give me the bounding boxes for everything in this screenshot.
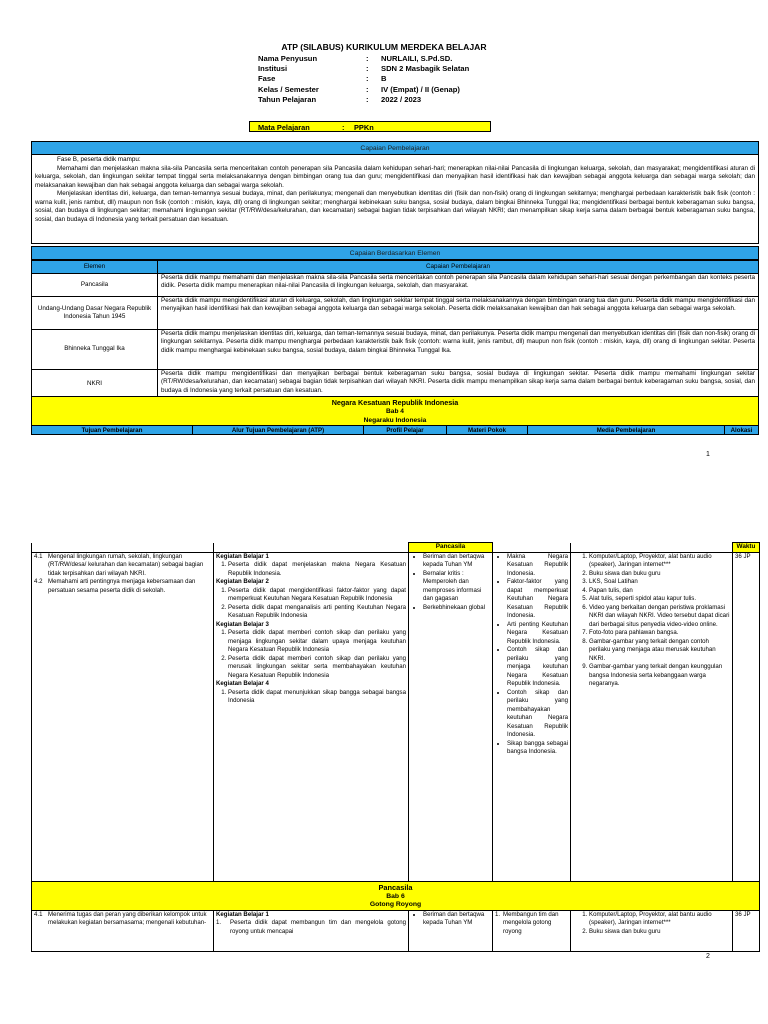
- elemen-desc: Peserta didik mampu memahami dan menjelaskan makna sila-sila Pancasila serta menceritakan contoh penerapan sila Pancasila dalam kehidupan sehari-hari sesuai dengan perkembangan dan konteks peserta didik. Peserta didik mampu menerapkan nilai-nilai Pancasila di lingkungan keluarga, sekolah, dan masyarakat.: [158, 274, 759, 297]
- chapter-number: Bab 6: [386, 892, 405, 900]
- profil-cell: • Beriman dan bertaqwa kepada Tuhan YM • Bernalar kritis : Memperoleh dan memproses informasi dan gagasan • Berkebhinekaan global: [409, 552, 493, 881]
- capaian-section: [31, 141, 759, 244]
- capaian-title: Capaian Pembelajaran: [32, 142, 758, 155]
- column-header-row: [31, 426, 759, 435]
- chapter-header: [31, 396, 759, 426]
- elemen-name: NKRI: [32, 370, 158, 399]
- elemen-name: Undang-Undang Dasar Negara Republik Indonesia Tahun 1945: [32, 297, 158, 330]
- page-number: 1: [706, 451, 710, 458]
- chapter-title: Gotong Royong: [369, 901, 422, 908]
- col-header-profil-cont: Pancasila: [409, 543, 493, 553]
- tujuan-cell: [32, 910, 214, 951]
- atp-cell: Kegiatan Belajar 1 1. Peserta didik dapat membangun tim dan mengelola gotong royong untuk mencapai: [214, 910, 409, 951]
- atp-cell: Kegiatan Belajar 1 1. Peserta didik dapat menjelaskan makna Negara Kesatuan Republik Indonesia. Kegiatan Belajar 2 1. Peserta didik dapat mengidentifikasi faktor-faktor yang dapat memperkuat Keutuhan Negara Kesatuan Republik Indonesia 2. Peserta didik dapat menganalisis arti penting Keutuhan Negara Kesatuan Republik Indonesia Kegiatan Belajar 3 1. Peserta didik dapat memberi contoh sikap dan perilaku yang menjaga lingkungan sekitar dalam upaya menjaga keutuhan Negara Kesatuan Republik Indonesia 2. Peserta didik dapat memberi contoh sikap dan perilaku yang merusak lingkungan sekitar serta membahayakan keutuhan Negara Kesatuan Republik Indonesia Kegiatan Belajar 4 1. Peserta didik dapat menunjukkan sikap bangga sebagai bangsa Indonesia: [214, 552, 409, 881]
- elemen-title: Capaian Berdasarkan Elemen: [31, 246, 759, 260]
- table-row: [32, 330, 759, 370]
- col-header-profil: Profil Pelajar: [364, 426, 447, 434]
- alokasi-cell: 36 JP: [733, 910, 760, 951]
- chapter-title: Negaraku Indonesia: [363, 417, 427, 424]
- col-header-media: Media Pembelajaran: [528, 426, 725, 434]
- capaian-intro: Fase B, peserta didik mampu:: [57, 156, 141, 163]
- elemen-section: [31, 246, 759, 396]
- elemen-header-row: [32, 261, 759, 274]
- chapter-theme: Pancasila: [378, 882, 413, 892]
- elemen-table: [31, 260, 759, 399]
- identity-row: Tahun Pelajaran : 2022 / 2023: [258, 94, 422, 104]
- identity-row: Institusi : SDN 2 Masbagik Selatan: [258, 64, 470, 74]
- elemen-name: Pancasila: [32, 274, 158, 297]
- identity-row: Kelas / Semester : IV (Empat) / II (Genap): [258, 84, 460, 94]
- alokasi-cell: 36 JP: [733, 552, 760, 881]
- chapter-theme: Negara Kesatuan Republik Indonesia: [331, 398, 459, 407]
- page-number: 2: [706, 953, 710, 960]
- profil-cell: • Beriman dan bertaqwa kepada Tuhan YM: [409, 910, 493, 951]
- chapter-header: [32, 881, 760, 910]
- tujuan-item: 4.1 Mengenal lingkungan rumah, sekolah, lingkungan (RT/RW/desa/ kelurahan dan kecamatan) sebagai bagian tidak terpisahkan dari wilayah NKRI.: [34, 552, 204, 577]
- elemen-col-header: Capaian Pembelajaran: [158, 261, 759, 274]
- tujuan-item: 4.1 Menerima tugas dan peran yang diberikan kelompok untuk melakukan kegiatan bersamasama; mengenali kebutuhan-: [34, 910, 207, 926]
- chapter-number: Bab 4: [386, 408, 404, 415]
- elemen-name: Bhinneka Tunggal Ika: [32, 330, 158, 370]
- tujuan-cell: [32, 552, 214, 881]
- elemen-col-header: Elemen: [32, 261, 158, 274]
- page2-table-wrap: [31, 542, 759, 952]
- materi-cell: • Makna Negara Kesatuan Republik Indonesia. • Faktor-faktor yang dapat memperkuat Keutuhan Negara Kesatuan Republik Indonesia. • Arti penting Keutuhan Negara Kesatuan Republik Indonesia. • Contoh sikap dan perilaku yang menjaga keutuhan Negara Kesatuan Republik Indonesia. • Contoh sikap dan perilaku yang membahayakan keutuhan Negara Kesatuan Republik Indonesia. • Sikap bangga sebagai bangsa Indonesia.: [493, 552, 571, 881]
- col-header-materi: Materi Pokok: [447, 426, 528, 434]
- materi-cell: 1. Membangun tim dan mengelola gotong royong: [493, 910, 571, 951]
- table-header-continuation: [32, 543, 760, 553]
- table-row: [32, 370, 759, 399]
- col-header-atp: Alur Tujuan Pembelajaran (ATP): [193, 426, 364, 434]
- media-cell: 1. Komputer/Laptop, Proyektor, alat bantu audio (speaker), Jaringan internet*** 2. Buku siswa dan buku guru 3. LKS, Soal Latihan 4. Papan tulis, dan 5. Alat tulis, seperti spidol atau kapur tulis. 6. Video yang berkaitan dengan peristiwa proklamasi NKRI dan wilayah NKRI. Video tersebut dapat dicari dari berbagai situs penyedia video-video online. 7. Foto-foto para pahlawan bangsa. 8. Gambar-gambar yang terkait dengan contoh perilaku yang menjaga atau merusak keutuhan NKRI. 9. Gambar-gambar yang terkait dengan keunggulan bangsa Indonesia serta kebanggaan warga negaranya.: [571, 552, 733, 881]
- table-row: [32, 297, 759, 330]
- elemen-desc: Peserta didik mampu mengidentifikasi dan menyajikan berbagai bentuk keberagaman suku bangsa, sosial budaya di lingkungan sekitar. Peserta didik mampu memahami lingkungan sekitar (RT/RW/desa/kelurahan, dan kecamatan) sebagai bagian tidak terpisahkan dari wilayah NKRI. Peserta didik mampu menampilkan sikap kerja sama dalam berbagai bentuk keberagaman suku bangsa, sosial, dan budaya di Indonesia yang terkait persatuan dan kesatuan.: [158, 370, 759, 399]
- media-cell: 1. Komputer/Laptop, Proyektor, alat bantu audio (speaker), Jaringan internet*** 2. Buku siswa dan buku guru: [571, 910, 733, 951]
- document-title: ATP (SILABUS) KURIKULUM MERDEKA BELAJAR: [281, 42, 487, 52]
- identity-block: [258, 54, 469, 105]
- identity-row: Fase : B: [258, 74, 387, 84]
- table-row: [32, 552, 760, 881]
- capaian-text: [32, 155, 758, 224]
- table-row: [32, 910, 760, 951]
- elemen-desc: Peserta didik mampu mengidentifikasi aturan di keluarga, sekolah, dan lingkungan sekitar tempat tinggal serta melaksanakannya dengan bimbingan orang tua dan guru. Peserta didik mampu mengidentifikasi dan menyajikan hasil identifikasi hak dan kewajiban sebagai anggota keluarga dan sebagai warga sekolah. Peserta didik melaksanakan kewajiban dan hak sebagai anggota keluarga dan sebagai warga sekolah.: [158, 297, 759, 330]
- tujuan-item: 4.2 Memahami arti pentingnya menjaga kebersamaan dan persatuan sesama peserta didik di sekolah.: [34, 578, 196, 594]
- capaian-paragraph: Memahami dan menjelaskan makna sila-sila Pancasila serta menceritakan contoh penerapan sila Pancasila dalam kehidupan sehari-hari; menerapkan nilai-nilai Pancasila di lingkungan keluarga, sekolah, dan masyarakat; mengidentifikasi aturan di keluarga, sekolah, dan lingkungan sekitar tempat tinggal serta melaksanakannya dengan bimbingan orang tua dan guru; mengidentifikasi dan menyajikan hasil identifikasi hak dan kewajiban sebagai anggota keluarga dan sebagai warga sekolah; dan melaksanakan kewajiban dan hak sebagai anggota keluarga dan sebagai warga sekolah.: [35, 164, 755, 189]
- mata-pelajaran-bar: Mata Pelajaran : PPKn: [249, 121, 491, 132]
- atp-table: [31, 542, 760, 952]
- identity-row: Nama Penyusun : NURLAILI, S.Pd.SD.: [258, 54, 453, 63]
- capaian-paragraph: Menjelaskan identitas diri, keluarga, dan teman-temannya sesuai budaya, minat, dan perilakunya; mengenali dan menyebutkan identitas diri (fisik dan non-fisik) orang di lingkungan sekitarnya; menghargai perbedaan karakteristik baik fisik (contoh : warna kulit, jenis rambut, dll) maupun non fisik (contoh : miskin, kaya, dll) orang di lingkungan sekitar; menghargai kebinekaan suku bangsa, sosial budaya, dalam bingkai Bhinneka Tunggal Ika; mengidentifikasi berbagai bentuk keberagaman suku bangsa, sosial, dan budaya di lingkungan sekitar; memahami lingkungan sekitar (RT/RW/desa/kelurahan, dan kecamatan) sebagai bagian tidak terpisahkan dari wilayah NKRI; dan menampilkan sikap kerja sama dalam berbagai bentuk keberagaman suku bangsa, sosial, dan budaya di Indonesia yang terkait persatuan dan kesatuan.: [35, 190, 755, 223]
- col-header-alokasi: Alokasi: [730, 427, 753, 434]
- col-header-tujuan: Tujuan Pembelajaran: [32, 426, 193, 434]
- elemen-desc: Peserta didik mampu menjelaskan identitas diri, keluarga, dan teman-temannya sesuai budaya, minat, dan perilakunya. Peserta didik mampu mengenali dan menyebutkan identitas diri (fisik dan non-fisik) orang di lingkungan sekitarnya. Peserta didik mampu menghargai perbedaan karakteristik baik fisik (contoh: warna kulit, jenis rambut, dll) maupun non fisik (contoh : miskin, kaya, dll) orang di lingkungan sekitar. Peserta didik mampu menghargai kebinekaan suku bangsa, sosial budaya, dalam bingkai Bhinneka Tunggal Ika.: [158, 330, 759, 370]
- col-header-alokasi-cont: Waktu: [733, 543, 760, 553]
- table-row: [32, 274, 759, 297]
